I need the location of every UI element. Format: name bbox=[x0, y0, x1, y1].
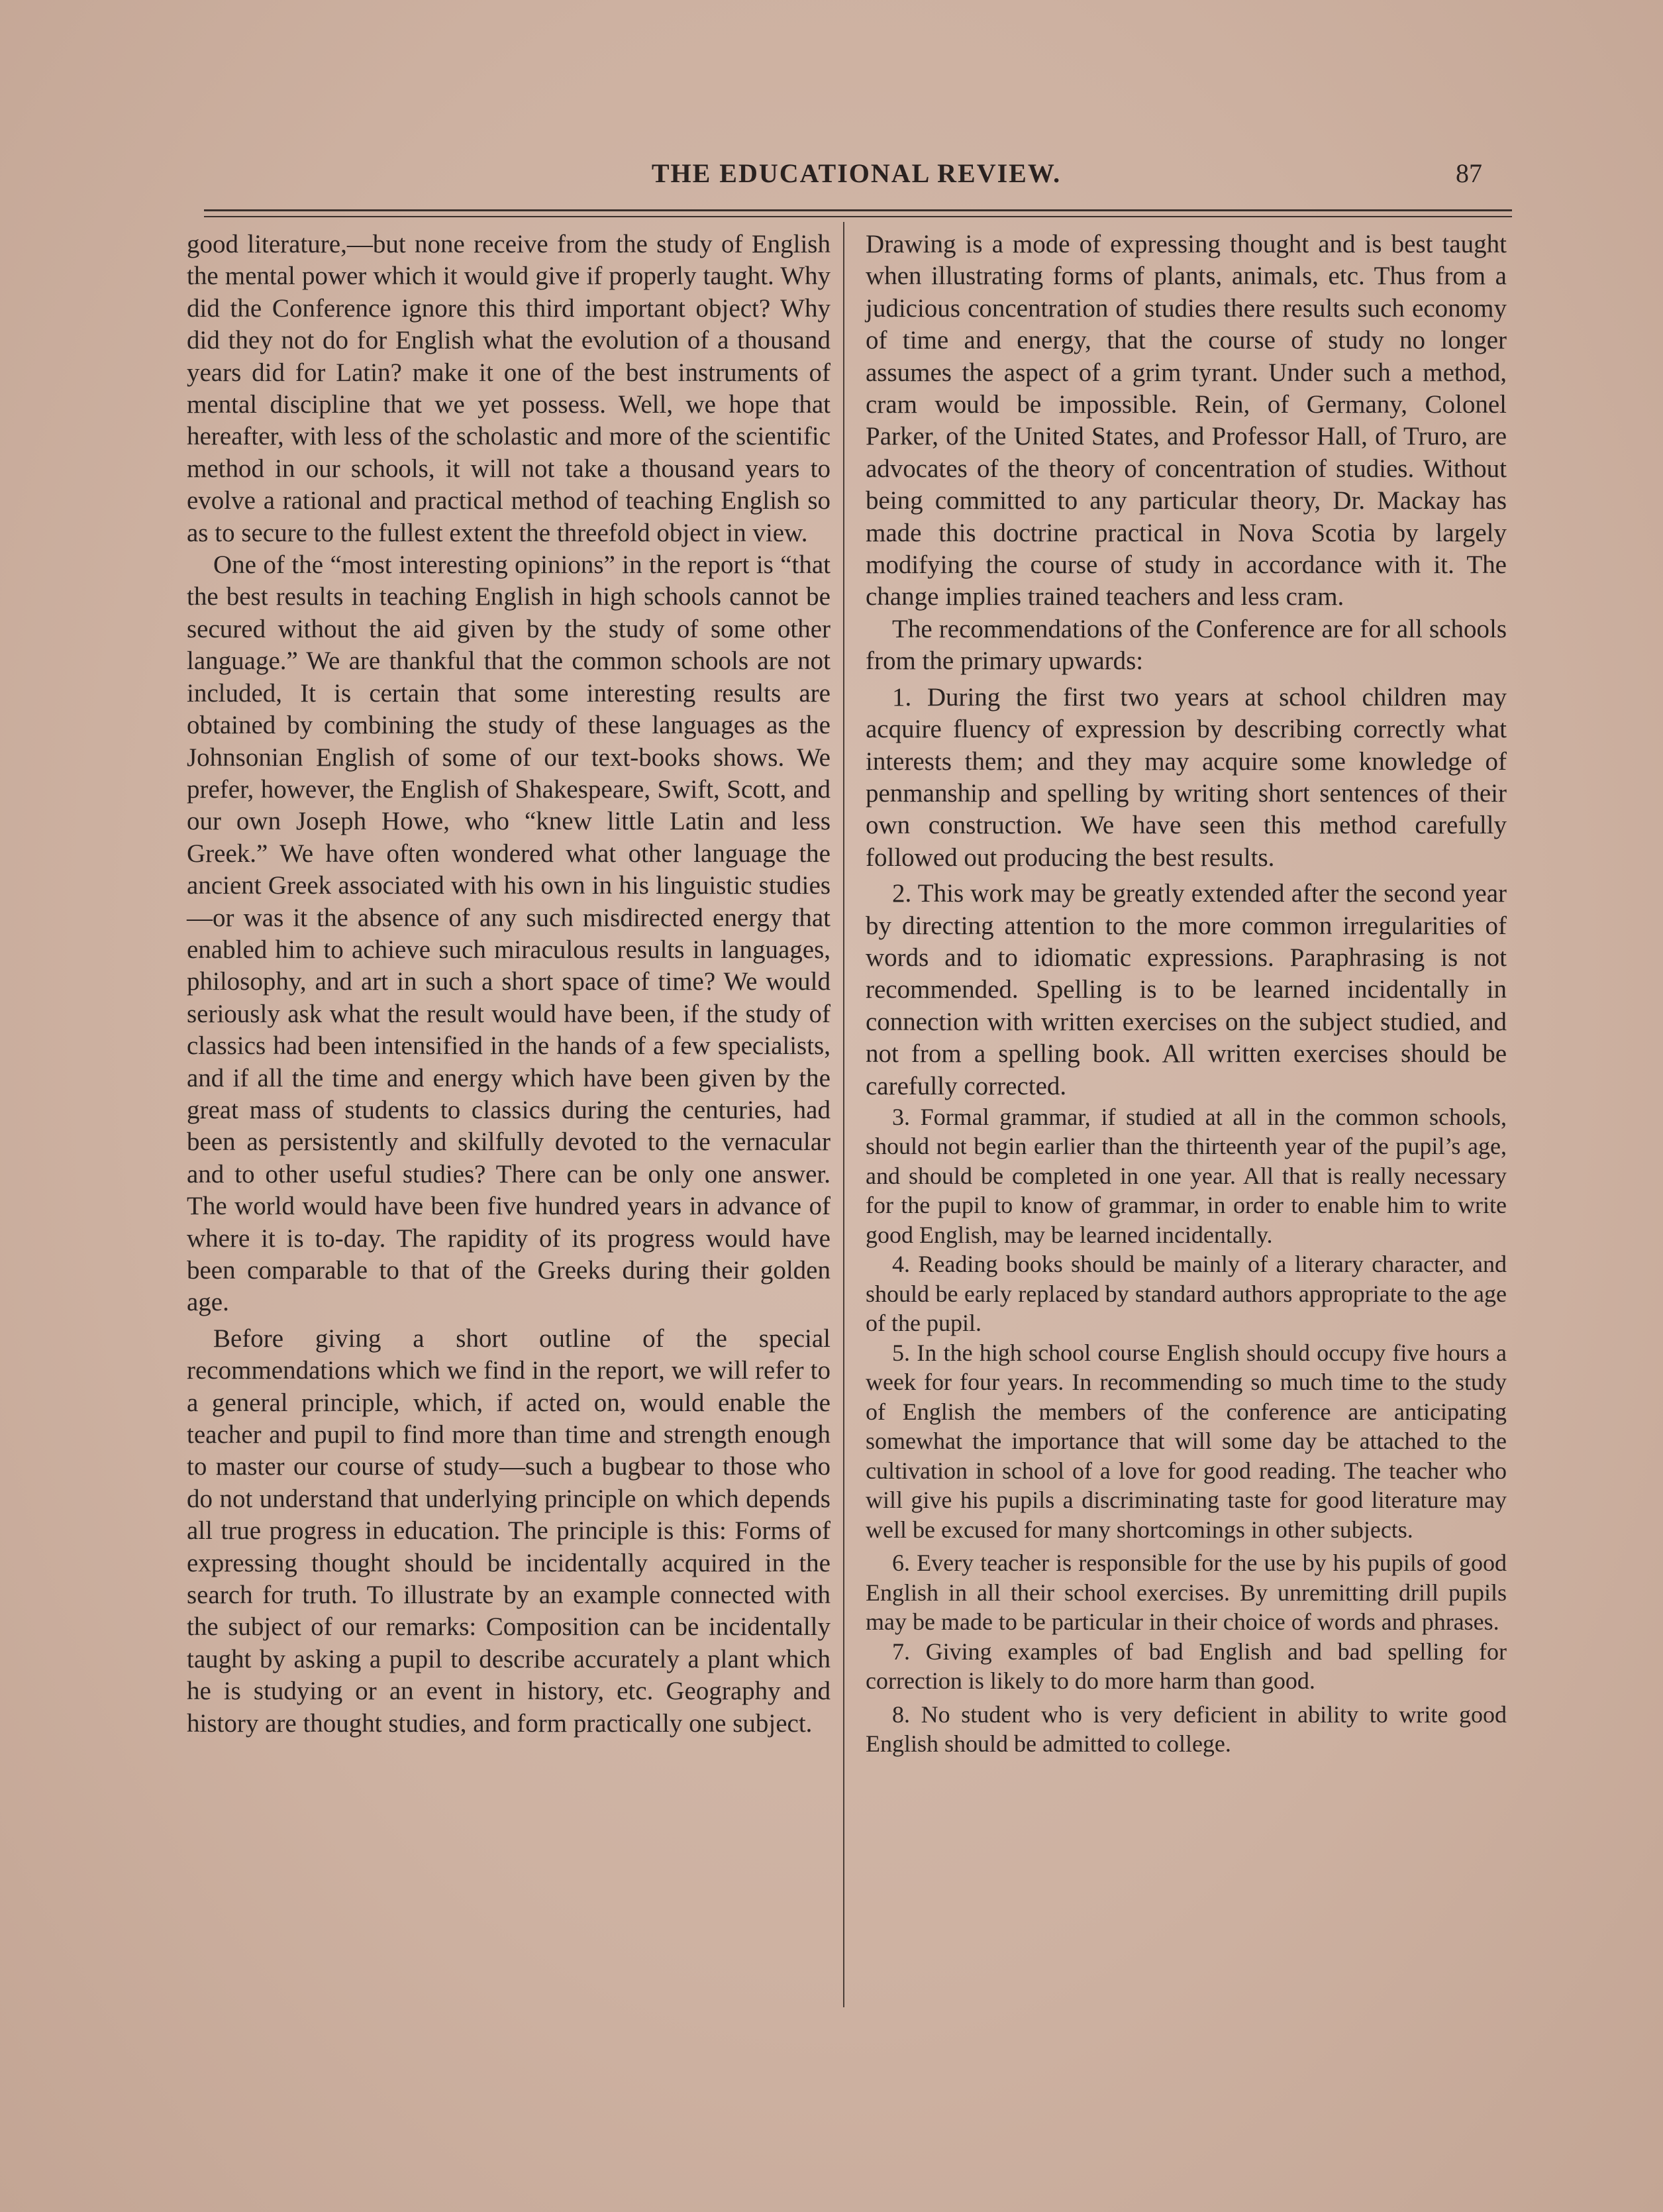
column-divider bbox=[843, 222, 844, 2007]
recommendation-item: 4. Reading books should be mainly of a literary character, and should be early replaced by standard authors appropriate to the age of the pupil. bbox=[866, 1251, 1507, 1337]
recommendation-item: 3. Formal grammar, if studied at all in the common schools, should not begin earlier than the thirteenth year of the pupil’s age, and should be completed in one year. All that is really necessary for the pupil to know of grammar, in order to enable him to write good English, may be learned incidentally. bbox=[866, 1103, 1507, 1248]
header-rule-top bbox=[204, 209, 1512, 211]
right-column bbox=[866, 229, 1507, 1759]
page-number: 87 bbox=[1456, 158, 1482, 188]
left-column bbox=[187, 229, 831, 1740]
recommendation-item: 5. In the high school course English should occupy five hours a week for four years. In recommending so much time to the study of English the members of the conference are anticipating somewhat the importance that will some day be attached to the cultivation in school of a love for good reading. The teacher who will give his pupils a discriminating taste for good literature may well be excused for many shortcomings in other subjects. bbox=[866, 1339, 1507, 1543]
recommendation-item: 6. Every teacher is responsible for the use by his pupils of good English in all their school exercises. By unremitting drill pupils may be made to be particular in their choice of words and phrases. bbox=[866, 1550, 1507, 1636]
paragraph: The recommendations of the Conference are for all schools from the primary upwards: bbox=[866, 614, 1507, 676]
paragraph: One of the “most interesting opinions” in the report is “that the best results in teaching English in high schools cannot be secured without the aid given by the study of some other language.” We are thankful that the common schools are not included, It is certain that some interesting results are obtained by combining the study of these languages as the Johnsonian English of some of our text-books shows. We prefer, however, the English of Shakespeare, Swift, Scott, and our own Joseph Howe, who “knew little Latin and less Greek.” We have often wondered what other language the ancient Greek associated with his own in his linguistic studies—or was it the absence of any such misdirected energy that enabled him to achieve such miraculous results in languages, philosophy, and art in such a short space of time? We would seriously ask what the result would have been, if the study of classics had been intensified in the hands of a few specialists, and if all the time and energy which have been given by the great mass of students to classics during the centuries, had been as persistently and skilfully devoted to the vernacular and to other useful studies? There can be only one answer. The world would have been five hundred years in advance of where it is to-day. The rapidity of its progress would have been comparable to that of the Greeks during their golden age. bbox=[187, 551, 831, 1317]
paragraph: good literature,—but none receive from the study of English the mental power which it would give if properly taught. Why did the Conference ignore this third important object? Why did they not do for English what the evolution of a thousand years did for Latin? make it one of the best instruments of mental discipline that we yet possess. Well, we hope that hereafter, with less of the scholastic and more of the scientific method in our schools, it will not take a thousand years to evolve a rational and practical method of teaching English so as to secure to the fullest extent the threefold object in view. bbox=[187, 230, 831, 547]
paragraph: Drawing is a mode of expressing thought and is best taught when illustrating forms of plants, animals, etc. Thus from a judicious concentration of studies there results such economy of time and energy, that the course of study no longer assumes the aspect of a grim tyrant. Under such a method, cram would be impossible. Rein, of Germany, Colonel Parker, of the United States, and Professor Hall, of Truro, are advocates of the theory of concentration of studies. Without being committed to any particular theory, Dr. Mackay has made this doctrine practical in Nova Scotia by largely modifying the course of study in accordance with it. The change implies trained teachers and less cram. bbox=[866, 230, 1507, 611]
recommendation-item: 8. No student who is very deficient in ability to write good English should be admitted to college. bbox=[866, 1701, 1507, 1758]
paragraph: Before giving a short outline of the special recommendations which we find in the report, we will refer to a general principle, which, if acted on, would enable the teacher and pupil to find more than time and strength enough to master our course of study—such a bugbear to those who do not understand that underlying principle on which depends all true progress in education. The principle is this: Forms of expressing thought should be incidentally acquired in the search for truth. To illustrate by an example connected with the subject of our remarks: Composition can be incidentally taught by asking a pupil to describe accurately a plant which he is studying or an event in history, etc. Geography and history are thought studies, and form practically one subject. bbox=[187, 1324, 831, 1738]
journal-title: THE EDUCATIONAL REVIEW. bbox=[651, 158, 1062, 188]
recommendation-item: 1. During the first two years at school children may acquire fluency of expression by describing correctly what interests them; and they may acquire some knowledge of penmanship and spelling by writing short sentences of their own construction. We have seen this method carefully followed out producing the best results. bbox=[866, 682, 1507, 872]
recommendation-item: 7. Giving examples of bad English and bad spelling for correction is likely to do more harm than good. bbox=[866, 1638, 1507, 1695]
header-rule-bottom bbox=[204, 216, 1512, 217]
recommendation-item: 2. This work may be greatly extended after the second year by directing attention to the more common irregularities of words and to idiomatic expressions. Paraphrasing is not recommended. Spelling is to be learned incidentally in connection with written exercises on the subject studied, and not from a spelling book. All written exercises should be carefully corrected. bbox=[866, 879, 1507, 1100]
running-header bbox=[204, 158, 1509, 197]
